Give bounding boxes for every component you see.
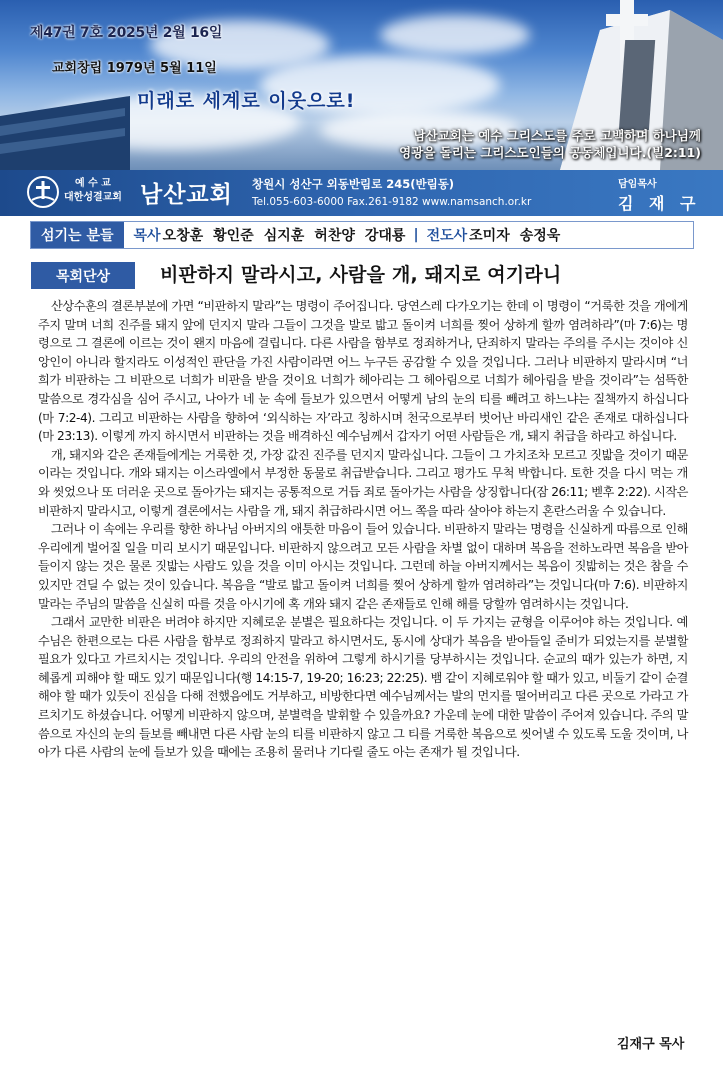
article-title: 비판하지 말라시고, 사람을 개, 돼지로 여기라니 <box>160 264 562 286</box>
pastor-name-5: 강대룡 <box>364 228 406 244</box>
founded-date: 교회창립 1979년 5월 11일 <box>52 61 217 76</box>
evangelist-name-1: 조미자 <box>469 228 510 244</box>
column-tag: 목회단상 <box>31 262 135 289</box>
issue-info: 제47권 7호 2025년 2월 16일 <box>30 25 223 41</box>
role-separator: | <box>413 227 419 243</box>
evangelist-role-label: 전도사 <box>426 228 468 244</box>
church-address: 창원시 성산구 외동반림로 245(반림동) <box>252 177 455 191</box>
mission-statement <box>341 127 701 161</box>
header-banner <box>0 0 723 170</box>
church-logo-icon <box>27 176 59 208</box>
article-body <box>38 297 688 762</box>
pastor-name-2: 황인준 <box>213 228 254 244</box>
building-edge-icon <box>0 96 130 170</box>
pastor-title: 담임목사 <box>618 179 657 190</box>
pastor-role-label: 목사 <box>133 228 161 244</box>
evangelist-name-2: 송정욱 <box>519 228 561 244</box>
pastor-name: 김 재 구 <box>618 194 701 213</box>
pastor-name-4: 허찬양 <box>314 228 355 244</box>
mission-line-2: 영광을 돌리는 그리스도인들의 공동체입니다.(빌2:11) <box>399 145 701 160</box>
servers-row <box>30 221 694 249</box>
denomination <box>64 177 122 205</box>
article-paragraph-4: 그래서 교만한 비판은 버려야 하지만 지혜로운 분별은 필요하다는 것입니다. 이 두 가지는 균형을 이루어야 하는 것입니다. 예수님은 한편으로는 다른 사람을 함부로 정죄하지 말라고 하시면서도, 동시에 상대가 복음을 받아들일 준비가 되었는지를 분별할 필요가 있다고 가르치시는 것입니다. 우리의 안전을 위하여 그렇게 하시기를 당부하시는 것입니다. 순교의 때가 있는가 하면, 지혜롭게 피해야 할 때도 있기 때문입니다(행 14:15-7, 19-20; 16:23; 22:25). 뱀 같이 지혜로워야 할 때가 있고, 비둘기 같이 순결해야 할 때가 있듯이 진심을 다해 전했음에도 거부하고, 비방한다면 예수님께서는 발의 먼지를 떨어버리고 다른 곳으로 가라고 가르치기도 하셨습니다. 어떻게 비판하지 않으며, 분별력을 발휘할 수 있을까요? 가운데 눈에 대한 말씀이 주어져 있습니다. 주의 말씀으로 자신의 눈의 들보를 빼내면 다른 사람 눈의 티를 비판하지 않고 그 티를 거룩한 복음으로 씻어낼 수 있도록 도울 것이며, 나아가 다른 사람의 눈에 들보가 있을 때에는 조용히 물러나 기다릴 줄도 아는 존재가 될 것입니다. <box>38 615 688 760</box>
church-contact: Tel.055-603-6000 Fax.261-9182 www.namsanch.or.kr <box>252 196 532 208</box>
denomination-line-2: 대한성결교회 <box>64 192 122 203</box>
pastor-name-3: 심지훈 <box>263 228 305 244</box>
pastor-name-1: 오창훈 <box>162 228 204 244</box>
author-signature: 김재구 목사 <box>617 1037 685 1052</box>
article-paragraph-1: 산상수훈의 결론부분에 가면 “비판하지 말라”는 명령이 주어집니다. 당연스레 다가오기는 한데 이 명령이 “거룩한 것을 개에게 주지 말며 너희 진주를 돼지 앞에 던지지 말라 그들이 그것을 발로 밟고 돌이켜 너희를 찢어 상하게 할까 염려하라”(마 7:6)는 명령으로 그 결론에 이르는 것이 왠지 마음에 걸립니다. 다른 사람을 함부로 정죄하거나, 단죄하지 말라는 주의를 주시는 것이야 신앙인이 아니라 할지라도 이성적인 판단을 가진 사람이라면 어느 누구든 공감할 수 있을 것입니다. 그러나 비판하지 말라시며 “너희가 비판하는 그 비판으로 너희가 비판을 받을 것이요 너희가 헤아리는 그 헤아림으로 너희가 헤아림을 받을 것이라”는 섬뜩한 말씀으로 경각심을 심어 주시고, 나아가 네 눈 속에 들보가 있으면서 어떻게 남의 눈의 티를 빼려고 하느냐는 질책까지 하십니다(마 7:2-4). 그리고 비판하는 사람을 향하여 ‘외식하는 자’라고 칭하시며 천국으로부터 벗어난 바리새인 같은 존재로 대하십니다(마 23:13). 이렇게 까지 하시면서 비판하는 것을 배격하신 예수님께서 갑자기 어떤 사람들은 개, 돼지 취급을 하라고 하십니다. <box>38 299 688 444</box>
church-name: 남산교회 <box>140 182 233 208</box>
church-info-bar <box>0 170 723 216</box>
mission-line-1: 남산교회는 예수 그리스도를 주로 고백하며 하나님께 <box>413 128 701 143</box>
servers-label: 섬기는 분들 <box>31 222 124 248</box>
denomination-line-1: 예 수 교 <box>75 178 111 189</box>
article-paragraph-3: 그러나 이 속에는 우리를 향한 하나님 아버지의 애틋한 마음이 들어 있습니다. 비판하지 말라는 명령을 신실하게 따름으로 인해 우리에게 벌어질 일을 미리 보시기 때문입니다. 비판하지 않으려고 모든 사람을 차별 없이 대하며 복음을 전하노라면 복음을 받아들이지 않는 것은 물론 짓밟는 사람도 있을 것을 이미 아시는 것입니다. 그런데 하늘 아버지께서는 복음이 짓밟히는 것은 참을 수 있지만 견딜 수 없는 것이 있습니다. 복음을 “발로 밟고 돌이켜 너희를 찢어 상하게 할까 염려하라”는 것입니다(마 7:6). 비판하지 말라는 주님의 말씀을 신실히 따를 것을 아시기에 혹 개와 돼지 같은 존재들로 인해 해를 당할까 염려하시는 것입니다. <box>38 522 688 611</box>
church-motto: 미래로 세계로 이웃으로! <box>137 90 356 112</box>
article-paragraph-2: 개, 돼지와 같은 존재들에게는 거룩한 것, 가장 값진 진주를 던지지 말라십니다. 그들이 그 가치조차 모르고 짓밟을 것이기 때문이라는 것입니다. 개와 돼지는 이스라엘에서 부정한 동물로 취급받습니다. 그리고 평가도 무척 박합니다. 토한 것을 다시 먹는 개와 씻었으나 또 더러운 곳으로 돌아가는 돼지는 공통적으로 거듭 죄로 돌아가는 사람을 상징합니다(잠 26:11; 벧후 2:22). 시작은 비판하지 말라시고, 이렇게 결론에서는 사람을 개, 돼지 취급하라시면 어느 쪽을 따라 살아야 하는지 혼란스러울 수 있습니다. <box>38 447 688 518</box>
